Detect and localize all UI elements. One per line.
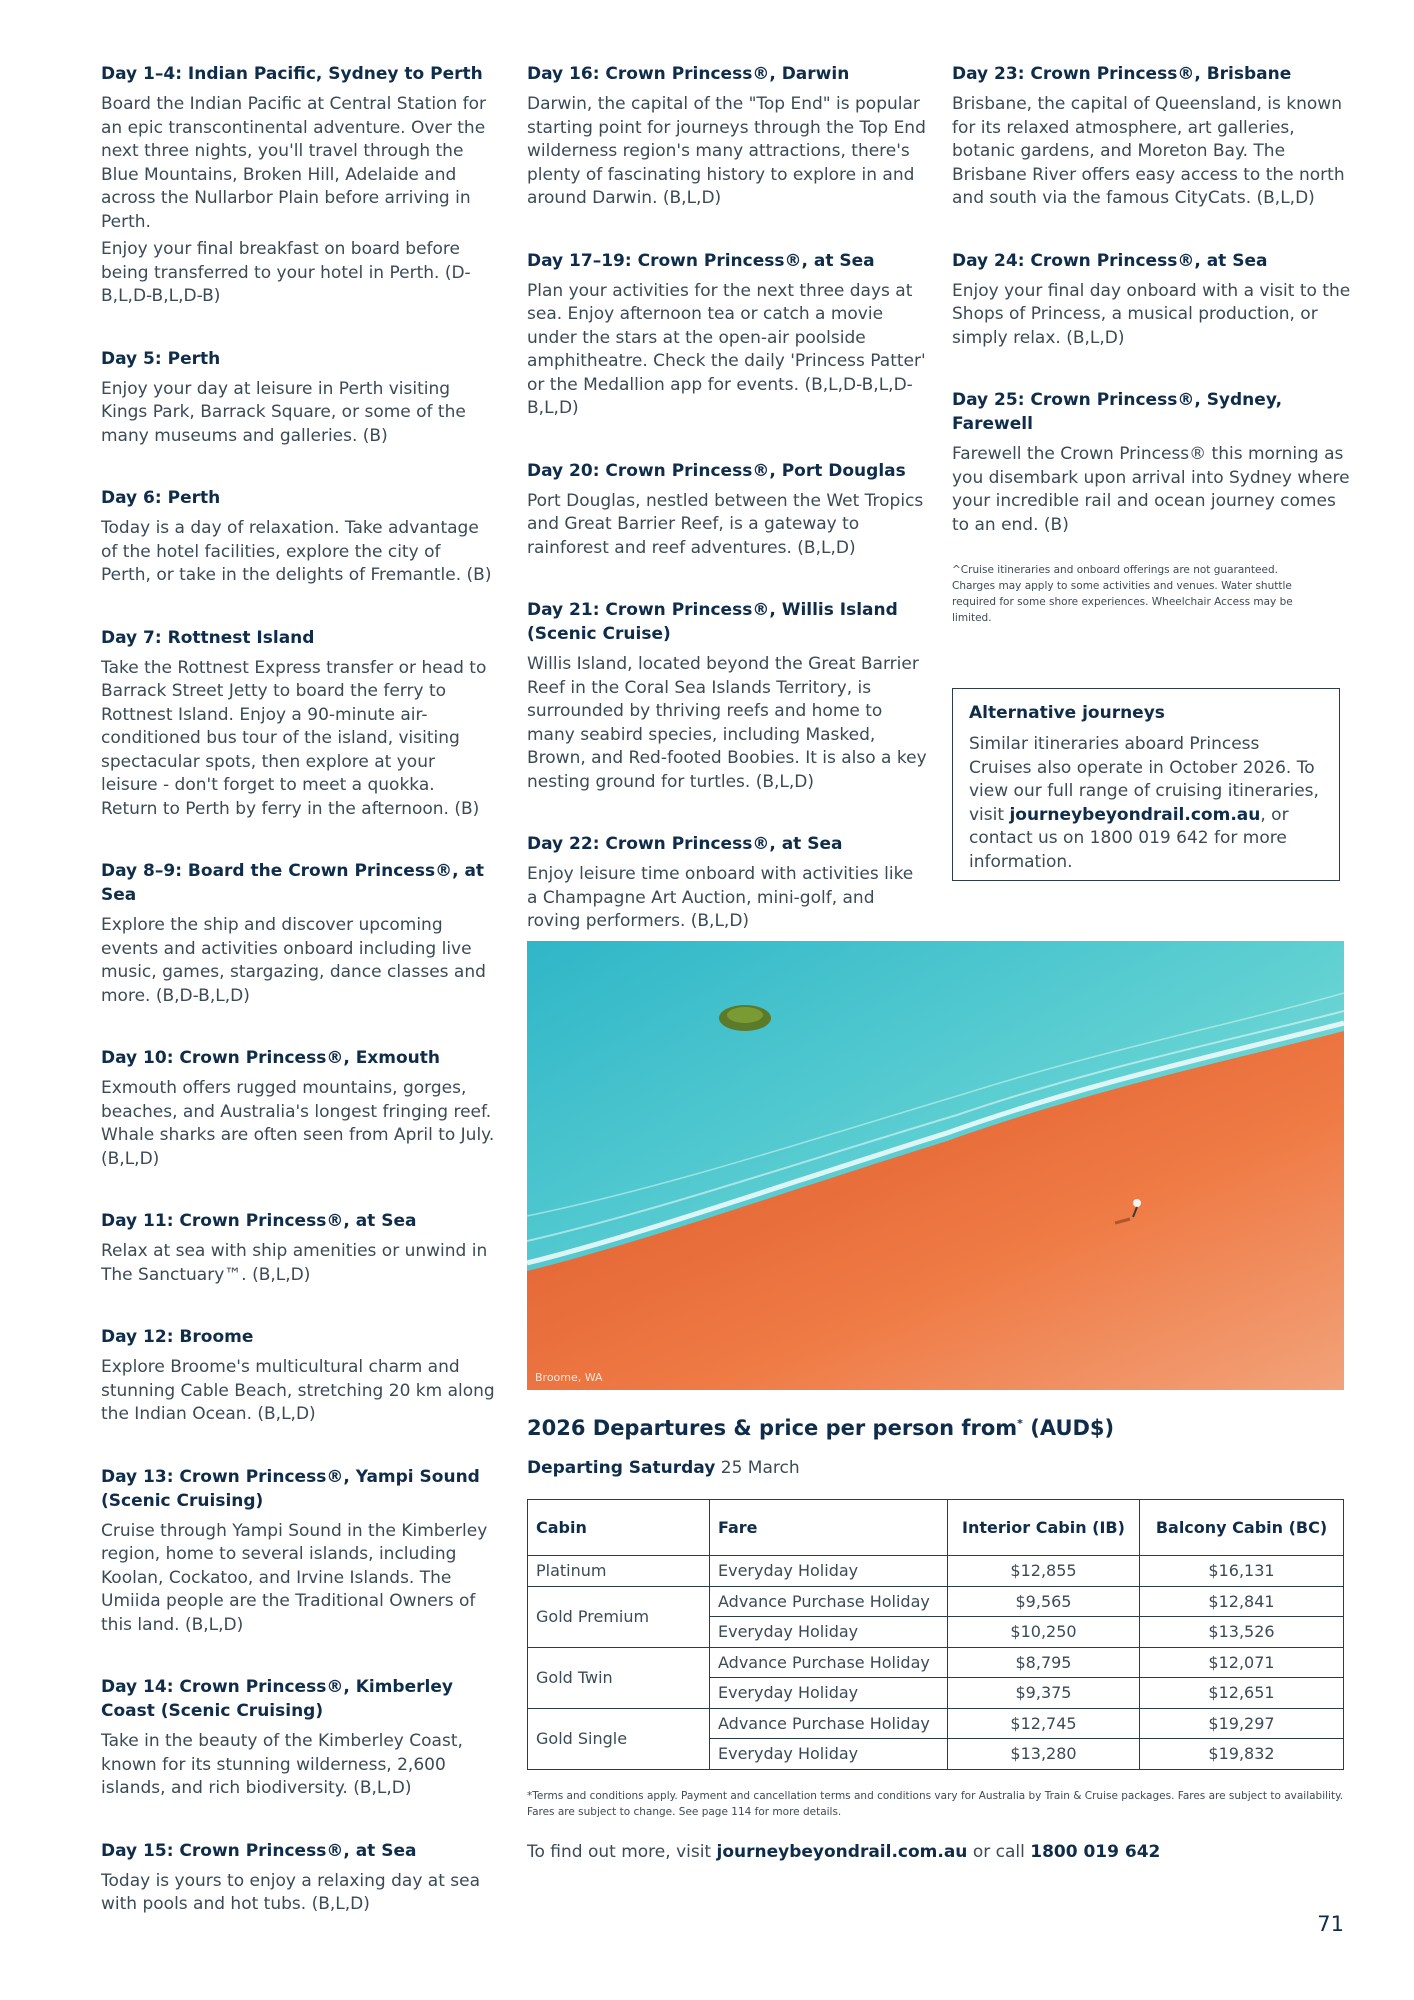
- header-cabin: Cabin: [528, 1500, 710, 1556]
- day-title: Day 23: Crown Princess®, Brisbane: [952, 64, 1292, 84]
- interior-price: $12,745: [948, 1708, 1140, 1739]
- balcony-price: $19,832: [1140, 1739, 1344, 1770]
- header-balcony: Balcony Cabin (BC): [1140, 1500, 1344, 1556]
- cabin-name: Gold Premium: [528, 1586, 710, 1647]
- interior-price: $12,855: [948, 1556, 1140, 1587]
- table-row: [528, 1647, 1344, 1678]
- day-description: Enjoy your day at leisure in Perth visiting Kings Park, Barrack Square, or some of the many museums and galleries. (B): [101, 378, 466, 446]
- table-row: [528, 1586, 1344, 1617]
- day-description: Enjoy leisure time onboard with activities like a Champagne Art Auction, mini-golf, and roving performers. (B,L,D): [527, 864, 914, 931]
- day-title: Day 1–4: Indian Pacific, Sydney to Perth: [101, 64, 483, 84]
- find-out-more: To find out more, visit journeybeyondrail.com.au or call 1800 019 642: [527, 1842, 1161, 1862]
- day-title: Day 5: Perth: [101, 348, 221, 369]
- page-number: 71: [1317, 1912, 1344, 1936]
- itinerary-day: [952, 62, 1352, 211]
- itinerary-day: [101, 1209, 495, 1287]
- balcony-price: $19,297: [1140, 1708, 1344, 1739]
- interior-price: $8,795: [948, 1647, 1140, 1678]
- day-description: Farewell the Crown Princess® this morning as you disembark upon arrival into Sydney where your incredible rail and ocean journey comes to an end. (B): [952, 444, 1350, 535]
- itinerary-day: [527, 249, 927, 421]
- beach-image: [527, 941, 1344, 1390]
- day-description: Take in the beauty of the Kimberley Coast, known for its stunning wilderness, 2,600 islands, and rich biodiversity. (B,L,D): [101, 1731, 463, 1798]
- fare-name: Advance Purchase Holiday: [710, 1708, 948, 1739]
- fare-name: Everyday Holiday: [710, 1678, 948, 1709]
- itinerary-day: [101, 1839, 495, 1917]
- balcony-price: $12,071: [1140, 1647, 1344, 1678]
- itinerary-day: [101, 347, 495, 449]
- day-description: Board the Indian Pacific at Central Station for an epic transcontinental adventure. Over the next three nights, you'll travel through the Blue Mountains, Broken Hill, Adelaide and across the Nullarbor Plain before arriving in Perth.: [101, 94, 487, 232]
- day-description: Brisbane, the capital of Queensland, is known for its relaxed atmosphere, art galleries, botanic gardens, and Moreton Bay. The Brisbane River offers easy access to the north and south via the famous CityCats. (B,L,D): [952, 94, 1345, 208]
- day-title: Day 20: Crown Princess®, Port Douglas: [527, 460, 906, 481]
- itinerary-day: [101, 62, 495, 309]
- price-table-header: [528, 1500, 1344, 1556]
- day-title: Day 21: Crown Princess®, Willis Island (Scenic Cruise): [527, 600, 898, 644]
- itinerary-day: [101, 1325, 495, 1427]
- website-link[interactable]: journeybeyondrail.com.au: [1009, 804, 1261, 825]
- itinerary-day: [527, 598, 927, 794]
- day-description: Take the Rottnest Express transfer or head to Barrack Street Jetty to board the ferry to Rottnest Island. Enjoy a 90-minute air-conditioned bus tour of the island, visiting spectacular spots, then explore at your leisure - don't forget to meet a quokka. Return to Perth by ferry in the afternoon. (B): [101, 657, 487, 819]
- balcony-price: $12,841: [1140, 1586, 1344, 1617]
- alternative-journeys-box: [952, 688, 1340, 881]
- day-description: Exmouth offers rugged mountains, gorges, beaches, and Australia's longest fringing reef. Whale sharks are often seen from April to July. (B,L,D): [101, 1078, 495, 1169]
- cabin-name: Gold Single: [528, 1708, 710, 1769]
- fare-name: Everyday Holiday: [710, 1739, 948, 1770]
- day-title: Day 13: Crown Princess®, Yampi Sound (Scenic Cruising): [101, 1466, 480, 1511]
- itinerary-day: [101, 1465, 495, 1638]
- cruise-note: ^Cruise itineraries and onboard offerings are not guaranteed. Charges may apply to some activities and venues. Water shuttle required for some shore experiences. Wheelchair Access may be limited.: [952, 564, 1293, 624]
- day-description: Plan your activities for the next three days at sea. Enjoy afternoon tea or catch a movie under the stars at the open-air poolside amphitheatre. Check the daily 'Princess Patter' or the Medallion app for events. (B,L,D-B,L,D-B,L,D): [527, 280, 926, 418]
- departures-title: 2026 Departures & price per person from* (AUD$): [527, 1416, 1115, 1440]
- itinerary-column-1: [101, 62, 495, 1955]
- departure-date: Departing Saturday 25 March: [527, 1458, 800, 1478]
- day-title: Day 14: Crown Princess®, Kimberley Coast (Scenic Cruising): [101, 1677, 453, 1721]
- day-title: Day 16: Crown Princess®, Darwin: [527, 64, 850, 84]
- broome-photo: [527, 941, 1344, 1390]
- itinerary-day: [101, 859, 495, 1008]
- interior-price: $13,280: [948, 1739, 1140, 1770]
- itinerary-day: [527, 832, 927, 934]
- day-description: Enjoy your final day onboard with a visit to the Shops of Princess, a musical production, or simply relax. (B,L,D): [952, 280, 1351, 348]
- day-description: Explore Broome's multicultural charm and stunning Cable Beach, stretching 20 km along the Indian Ocean. (B,L,D): [101, 1357, 495, 1424]
- itinerary-day: [101, 1046, 495, 1171]
- itinerary-column-3: [952, 62, 1352, 575]
- balcony-price: $16,131: [1140, 1556, 1344, 1587]
- day-description: Explore the ship and discover upcoming events and activities onboard including live music, games, stargazing, dance classes and more. (B,D-B,L,D): [101, 915, 486, 1006]
- day-description: Darwin, the capital of the "Top End" is popular starting point for journeys through the Top End wilderness region's many attractions, there's plenty of fascinating history to explore in and around Darwin. (B,L,D): [527, 94, 926, 208]
- table-row: [528, 1708, 1344, 1739]
- header-fare: Fare: [710, 1500, 948, 1556]
- balcony-price: $13,526: [1140, 1617, 1344, 1648]
- table-row: [528, 1556, 1344, 1587]
- day-title: Day 24: Crown Princess®, at Sea: [952, 250, 1268, 271]
- itinerary-day: [952, 388, 1352, 537]
- day-title: Day 17–19: Crown Princess®, at Sea: [527, 250, 875, 271]
- balcony-price: $12,651: [1140, 1678, 1344, 1709]
- day-title: Day 11: Crown Princess®, at Sea: [101, 1211, 417, 1231]
- day-description: Today is yours to enjoy a relaxing day at sea with pools and hot tubs. (B,L,D): [101, 1870, 481, 1914]
- header-interior: Interior Cabin (IB): [948, 1500, 1140, 1556]
- phone-number[interactable]: 1800 019 642: [1030, 1842, 1161, 1862]
- cabin-name: Gold Twin: [528, 1647, 710, 1708]
- day-description: Today is a day of relaxation. Take advantage of the hotel facilities, explore the city of Perth, or take in the delights of Fremantle. (B): [101, 518, 492, 585]
- alternative-journeys-title: Alternative journeys: [969, 703, 1165, 723]
- itinerary-day: [527, 459, 927, 561]
- itinerary-day: [101, 486, 495, 588]
- day-description: Cruise through Yampi Sound in the Kimberley region, home to several islands, including Koolan, Cockatoo, and Irvine Islands. The Umiida people are the Traditional Owners of this land. (B,L,D): [101, 1520, 488, 1635]
- day-title: Day 25: Crown Princess®, Sydney, Farewell: [952, 390, 1283, 434]
- day-title: Day 7: Rottnest Island: [101, 627, 315, 648]
- itinerary-day: [952, 249, 1352, 351]
- itinerary-day: [527, 62, 927, 211]
- itinerary-column-2: [527, 62, 927, 972]
- person-figure: [1133, 1199, 1141, 1207]
- price-table: [527, 1499, 1344, 1770]
- alternative-journeys-text: Similar itineraries aboard Princess Cruises also operate in October 2026. To view our full range of cruising itineraries, visit journeybeyondrail.com.au, or contact us on 1800 019 642 for more information.: [969, 734, 1319, 872]
- day-title: Day 8–9: Board the Crown Princess®, at Sea: [101, 861, 485, 905]
- day-description: Willis Island, located beyond the Great Barrier Reef in the Coral Sea Islands Territory, is surrounded by thriving reefs and home to many seabird species, including Masked, Brown, and Red-footed Boobies. It is also a key nesting ground for turtles. (B,L,D): [527, 654, 927, 792]
- day-description: Enjoy your final breakfast on board before being transferred to your hotel in Perth. (D-B,L,D-B,L,D-B): [101, 239, 471, 306]
- day-description: Relax at sea with ship amenities or unwind in The Sanctuary™. (B,L,D): [101, 1241, 488, 1285]
- itinerary-day: [101, 626, 495, 822]
- fare-name: Everyday Holiday: [710, 1617, 948, 1648]
- day-title: Day 6: Perth: [101, 488, 221, 508]
- day-title: Day 10: Crown Princess®, Exmouth: [101, 1048, 440, 1068]
- website-link-footer[interactable]: journeybeyondrail.com.au: [716, 1842, 968, 1862]
- day-title: Day 12: Broome: [101, 1327, 254, 1347]
- interior-price: $9,565: [948, 1586, 1140, 1617]
- day-description: Port Douglas, nestled between the Wet Tropics and Great Barrier Reef, is a gateway to rainforest and reef adventures. (B,L,D): [527, 490, 924, 558]
- fare-name: Advance Purchase Holiday: [710, 1586, 948, 1617]
- interior-price: $10,250: [948, 1617, 1140, 1648]
- cabin-name: Platinum: [528, 1556, 710, 1587]
- interior-price: $9,375: [948, 1678, 1140, 1709]
- fare-name: Everyday Holiday: [710, 1556, 948, 1587]
- itinerary-day: [101, 1675, 495, 1801]
- photo-caption: Broome, WA: [535, 1371, 603, 1384]
- day-title: Day 15: Crown Princess®, at Sea: [101, 1840, 417, 1861]
- day-title: Day 22: Crown Princess®, at Sea: [527, 834, 843, 854]
- terms-footnote: *Terms and conditions apply. Payment and cancellation terms and conditions vary for Australia by Train & Cruise packages. Fares are subject to availability. Fares are subject to change. See page 114 for more details.: [527, 1790, 1344, 1818]
- fare-name: Advance Purchase Holiday: [710, 1647, 948, 1678]
